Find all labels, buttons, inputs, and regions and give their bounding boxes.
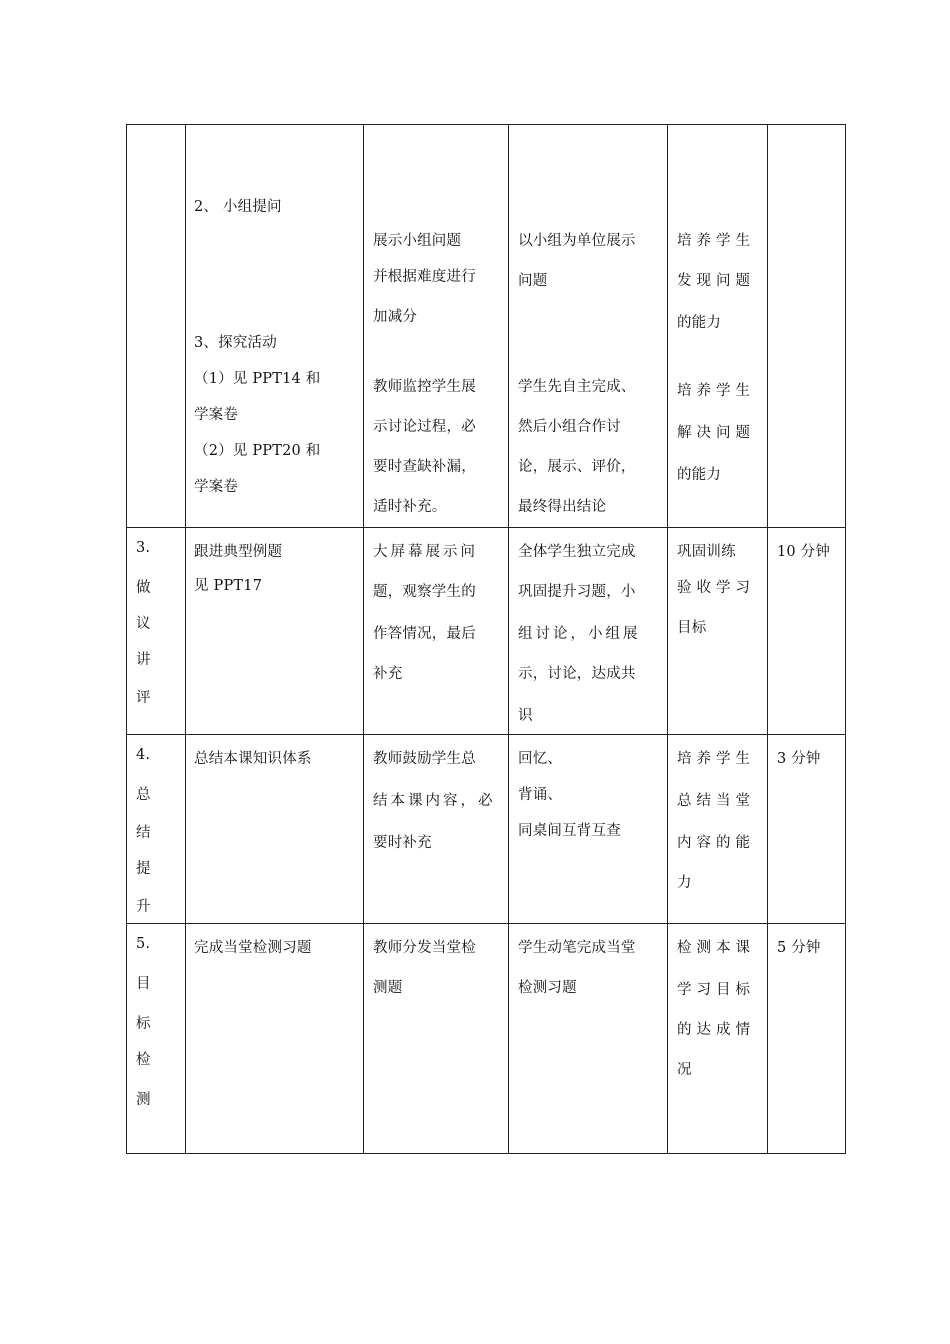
teacher-line: 作答情况，最后	[373, 626, 476, 642]
time-cell	[768, 735, 846, 924]
intent-line: 培养学生	[677, 383, 755, 399]
time-value: 3 分钟	[777, 751, 821, 767]
student-cell	[509, 528, 668, 735]
student-line: 学生先自主完成、	[518, 379, 636, 395]
student-line: 以小组为单位展示	[518, 233, 636, 249]
stage-line: 5.	[136, 936, 151, 952]
student-cell	[509, 125, 668, 528]
teacher-line: 加减分	[373, 309, 418, 325]
student-line: 然后小组合作讨	[518, 419, 621, 435]
teacher-line: 补充	[373, 666, 403, 682]
lesson-plan-table	[126, 124, 846, 1154]
student-line: 论，展示、评价，	[518, 459, 636, 475]
time-value: 5 分钟	[777, 940, 821, 956]
stage-line: 升	[136, 899, 151, 915]
table-row	[127, 924, 846, 1154]
intent-line: 力	[677, 875, 692, 891]
stage-line: 提	[136, 861, 151, 877]
stage-line: 做	[136, 580, 151, 596]
intent-line: 培养学生	[677, 233, 755, 249]
stage-line: 标	[136, 1016, 151, 1032]
stage-cell	[127, 528, 186, 735]
time-cell	[768, 924, 846, 1154]
student-line: 学生动笔完成当堂	[518, 940, 636, 956]
intent-cell	[668, 528, 768, 735]
content-line: 见 PPT17	[194, 578, 263, 594]
intent-line: 内容的能	[677, 835, 755, 851]
student-cell	[509, 735, 668, 924]
teacher-line: 展示小组问题	[373, 233, 462, 249]
content-line: 学案卷	[194, 479, 239, 495]
stage-line: 4.	[136, 747, 151, 763]
student-line: 示，讨论，达成共	[518, 666, 636, 682]
stage-line: 检	[136, 1052, 151, 1068]
content-line: 学案卷	[194, 407, 239, 423]
content-line: （1）见 PPT14 和	[194, 371, 321, 387]
intent-line: 解决问题	[677, 425, 755, 441]
stage-line: 测	[136, 1092, 151, 1108]
stage-cell	[127, 125, 186, 528]
content-line: （2）见 PPT20 和	[194, 443, 321, 459]
content-line: 完成当堂检测习题	[194, 940, 312, 956]
student-line: 回忆、	[518, 751, 563, 767]
time-cell	[768, 528, 846, 735]
student-line: 巩固提升习题，小	[518, 584, 636, 600]
intent-line: 验收学习	[677, 580, 755, 596]
stage-line: 总	[136, 787, 151, 803]
content-line: 3、探究活动	[194, 335, 277, 351]
teacher-line: 要时查缺补漏，	[373, 459, 476, 475]
teacher-line: 适时补充。	[373, 499, 447, 515]
teacher-line: 并根据难度进行	[373, 269, 476, 285]
stage-line: 结	[136, 825, 151, 841]
intent-line: 培养学生	[677, 751, 755, 767]
intent-line: 况	[677, 1062, 692, 1078]
teacher-line: 示讨论过程，必	[373, 419, 476, 435]
intent-line: 目标	[677, 620, 707, 636]
stage-line: 目	[136, 976, 151, 992]
intent-line: 的能力	[677, 315, 722, 331]
student-line: 同桌间互背互查	[518, 823, 621, 839]
intent-line: 的达成情	[677, 1022, 755, 1038]
stage-line: 讲	[136, 652, 151, 668]
student-line: 背诵、	[518, 787, 563, 803]
teacher-cell	[364, 125, 509, 528]
content-cell	[186, 924, 364, 1154]
stage-line: 3.	[136, 540, 151, 556]
content-line: 2、 小组提问	[194, 199, 282, 215]
student-line: 全体学生独立完成	[518, 544, 636, 560]
stage-cell	[127, 924, 186, 1154]
intent-line: 的能力	[677, 467, 722, 483]
teacher-line: 教师鼓励学生总	[373, 751, 476, 767]
time-cell	[768, 125, 846, 528]
stage-line: 评	[136, 690, 151, 706]
intent-cell	[668, 125, 768, 528]
table-row	[127, 528, 846, 735]
table-row	[127, 125, 846, 528]
teacher-line: 教师分发当堂检	[373, 940, 476, 956]
content-line: 跟进典型例题	[194, 544, 283, 560]
student-cell	[509, 924, 668, 1154]
student-line: 识	[518, 708, 533, 724]
teacher-line: 题，观察学生的	[373, 584, 476, 600]
intent-line: 巩固训练	[677, 544, 736, 560]
teacher-line: 结本课内容，必	[373, 793, 496, 809]
teacher-cell	[364, 528, 509, 735]
time-value: 10 分钟	[777, 544, 831, 560]
content-cell	[186, 735, 364, 924]
intent-line: 检测本课	[677, 940, 755, 956]
content-cell	[186, 528, 364, 735]
student-line: 检测习题	[518, 980, 577, 996]
intent-cell	[668, 735, 768, 924]
student-line: 问题	[518, 273, 548, 289]
stage-line: 议	[136, 616, 151, 632]
teacher-line: 教师监控学生展	[373, 379, 476, 395]
stage-cell	[127, 735, 186, 924]
student-line: 最终得出结论	[518, 499, 607, 515]
teacher-line: 大屏幕展示问	[373, 544, 478, 560]
intent-line: 总结当堂	[677, 793, 755, 809]
teacher-cell	[364, 924, 509, 1154]
student-line: 组讨论，小组展	[518, 626, 641, 642]
teacher-line: 测题	[373, 980, 403, 996]
table-row	[127, 735, 846, 924]
content-cell	[186, 125, 364, 528]
intent-line: 发现问题	[677, 273, 755, 289]
intent-line: 学习目标	[677, 982, 755, 998]
teacher-cell	[364, 735, 509, 924]
content-line: 总结本课知识体系	[194, 751, 312, 767]
intent-cell	[668, 924, 768, 1154]
teacher-line: 要时补充	[373, 835, 432, 851]
